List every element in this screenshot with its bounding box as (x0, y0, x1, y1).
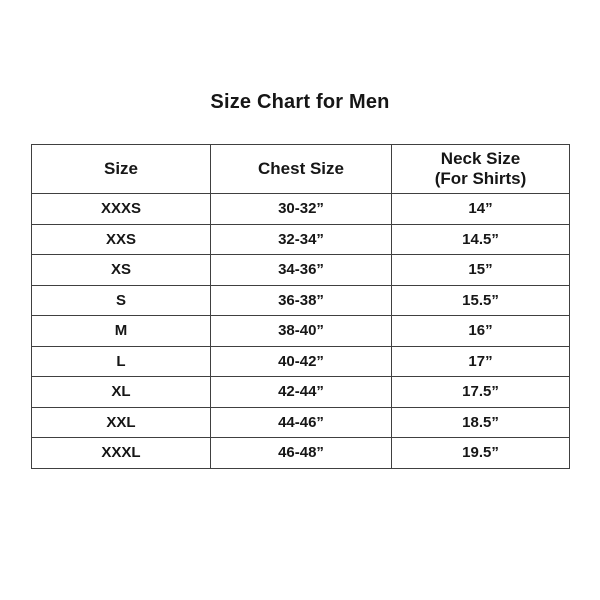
neck-size-cell: 19.5” (392, 438, 570, 469)
chest-size-cell: 46-48” (211, 438, 392, 469)
chest-size-cell: 40-42” (211, 346, 392, 377)
chest-size-cell: 44-46” (211, 407, 392, 438)
neck-size-cell: 17.5” (392, 377, 570, 408)
neck-size-cell: 17” (392, 346, 570, 377)
table-row (32, 255, 570, 286)
table-row (32, 407, 570, 438)
chest-size-cell: 38-40” (211, 316, 392, 347)
neck-size-cell: 18.5” (392, 407, 570, 438)
size-cell: M (32, 316, 211, 347)
neck-size-cell: 16” (392, 316, 570, 347)
header-neck-size (392, 145, 570, 194)
header-chest-size (211, 145, 392, 194)
neck-size-cell: 15” (392, 255, 570, 286)
size-cell: XXXL (32, 438, 211, 469)
size-cell: XS (32, 255, 211, 286)
neck-size-cell: 14” (392, 194, 570, 225)
chest-size-cell: 30-32” (211, 194, 392, 225)
table-row (32, 285, 570, 316)
size-cell: XXL (32, 407, 211, 438)
size-cell: S (32, 285, 211, 316)
size-cell: XXXS (32, 194, 211, 225)
chest-size-cell: 32-34” (211, 224, 392, 255)
table-row (32, 194, 570, 225)
header-size (32, 145, 211, 194)
size-cell: L (32, 346, 211, 377)
neck-size-cell: 14.5” (392, 224, 570, 255)
table-row (32, 224, 570, 255)
header-size-label: Size (103, 158, 139, 178)
chest-size-cell: 42-44” (211, 377, 392, 408)
table-row (32, 438, 570, 469)
neck-size-cell: 15.5” (392, 285, 570, 316)
table-row (32, 346, 570, 377)
table-row (32, 316, 570, 347)
table-row (32, 377, 570, 408)
size-cell: XL (32, 377, 211, 408)
header-neck-size-sublabel: (For Shirts) (434, 169, 527, 188)
header-chest-size-label: Chest Size (258, 158, 344, 178)
chest-size-cell: 36-38” (211, 285, 392, 316)
size-cell: XXS (32, 224, 211, 255)
page-title: Size Chart for Men (210, 91, 390, 113)
size-chart-table (31, 144, 570, 469)
chest-size-cell: 34-36” (211, 255, 392, 286)
header-neck-size-label: Neck Size (440, 148, 521, 168)
header-row (32, 145, 570, 194)
